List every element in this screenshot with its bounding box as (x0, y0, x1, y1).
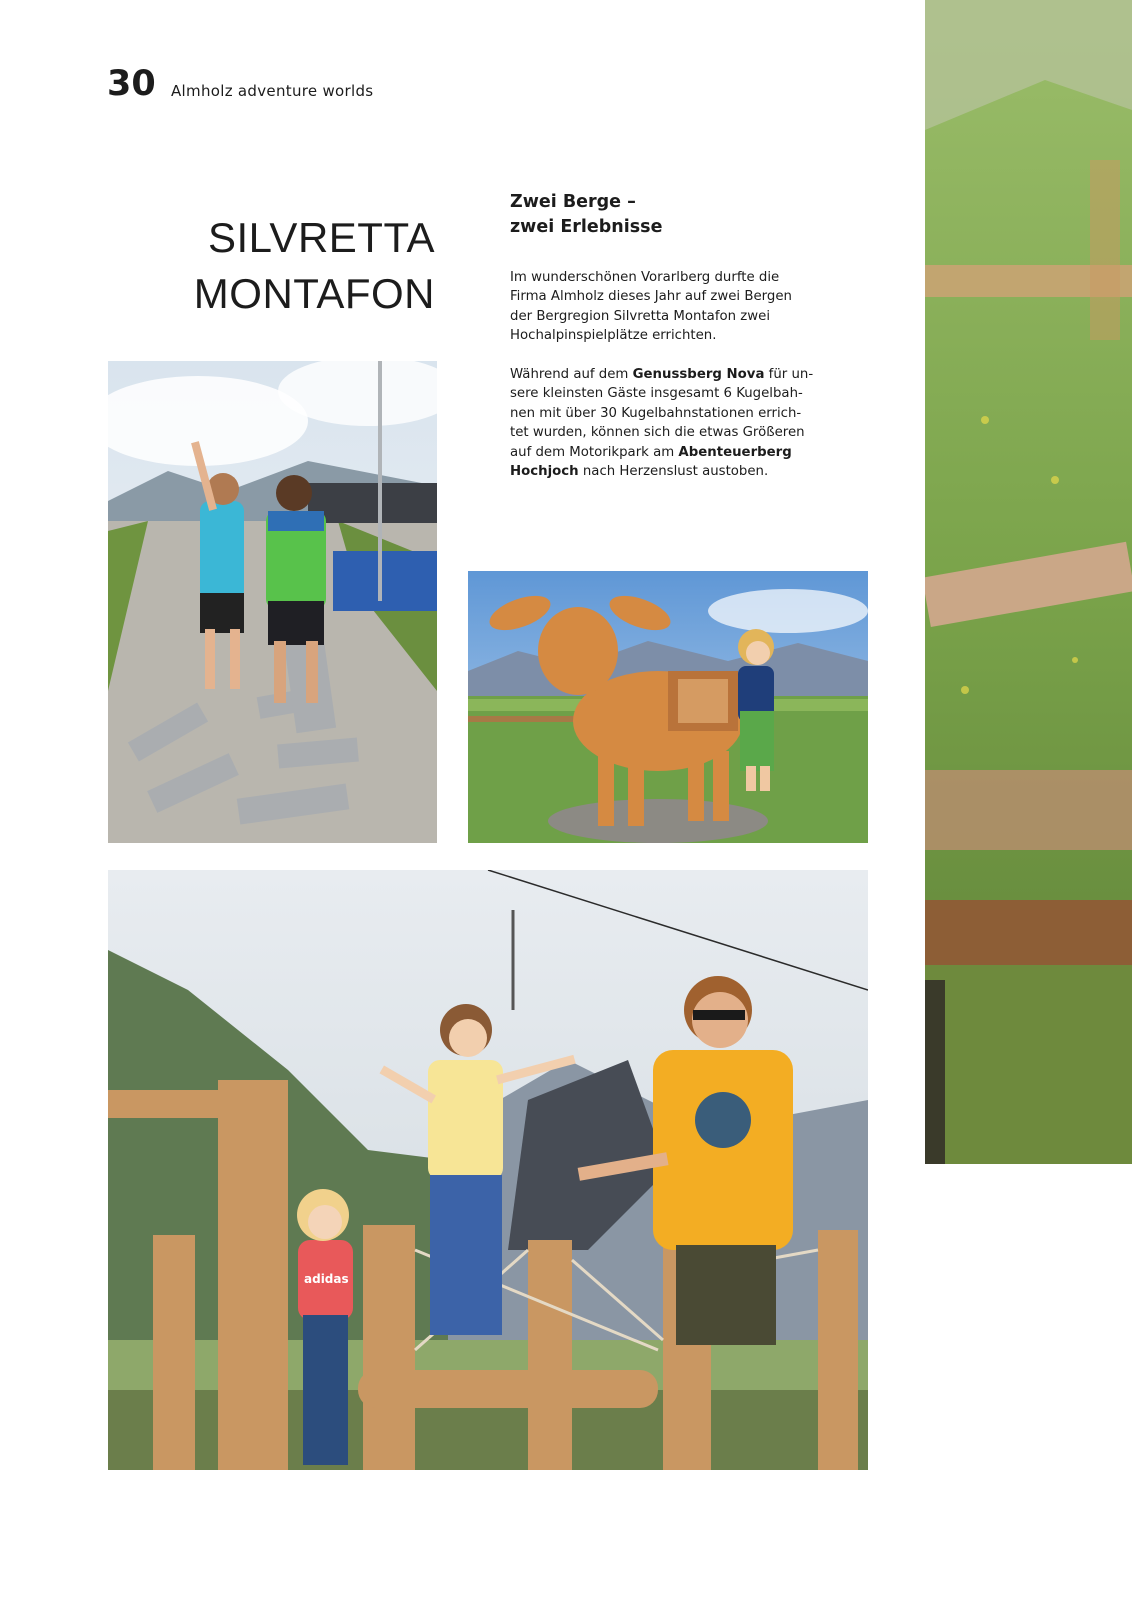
intro-line: Hochalpinspielplätze errichten. (510, 328, 717, 344)
photo-fence-illustration (925, 0, 1132, 1164)
body-paragraph (510, 365, 830, 481)
photo-balance-course (108, 870, 868, 1470)
photo-wooden-sheep (468, 571, 868, 843)
photo-sheep-illustration (468, 571, 868, 843)
photo-balance-illustration (108, 870, 868, 1470)
subtitle-line-2: zwei Erlebnisse (510, 217, 663, 237)
highlight-hochjoch: Hochjoch (510, 464, 579, 480)
article-title-line-2: MONTAFON (193, 270, 435, 318)
running-title: Almholz adventure worlds (171, 82, 374, 100)
photo-side-fence (925, 0, 1132, 1164)
body-line (510, 443, 830, 462)
body-line (510, 462, 830, 481)
intro-line: Firma Almholz dieses Jahr auf zwei Bergen (510, 289, 792, 305)
body-line: sere kleinsten Gäste insgesamt 6 Kugelbah- (510, 386, 803, 402)
article-title-line-1: SILVRETTA (208, 214, 435, 262)
body-text: Während auf dem (510, 367, 633, 382)
photo-kids-on-letters (108, 361, 437, 843)
page-number: 30 (107, 64, 156, 104)
article-subtitle (510, 190, 662, 240)
highlight-abenteuerberg: Abenteuerberg (678, 444, 792, 460)
intro-line: Im wunderschönen Vorarlberg durfte die (510, 270, 780, 285)
body-line (510, 365, 830, 384)
photo-kids-illustration (108, 361, 437, 843)
body-text: auf dem Motorikpark am (510, 444, 679, 460)
highlight-genussberg-nova: Genussberg Nova (632, 367, 765, 382)
body-text: für un- (764, 367, 814, 382)
body-line: tet wurden, können sich die etwas Größeren (510, 425, 805, 441)
body-text: nach Herzenslust austoben. (578, 464, 769, 480)
body-line: nen mit über 30 Kugelbahnstationen errich- (510, 405, 802, 421)
intro-paragraph (510, 268, 830, 346)
shirt-logo-text: adidas (304, 1272, 349, 1286)
intro-line: der Bergregion Silvretta Montafon zwei (510, 308, 771, 324)
article-title (190, 210, 435, 322)
subtitle-line-1: Zwei Berge – (510, 192, 636, 212)
